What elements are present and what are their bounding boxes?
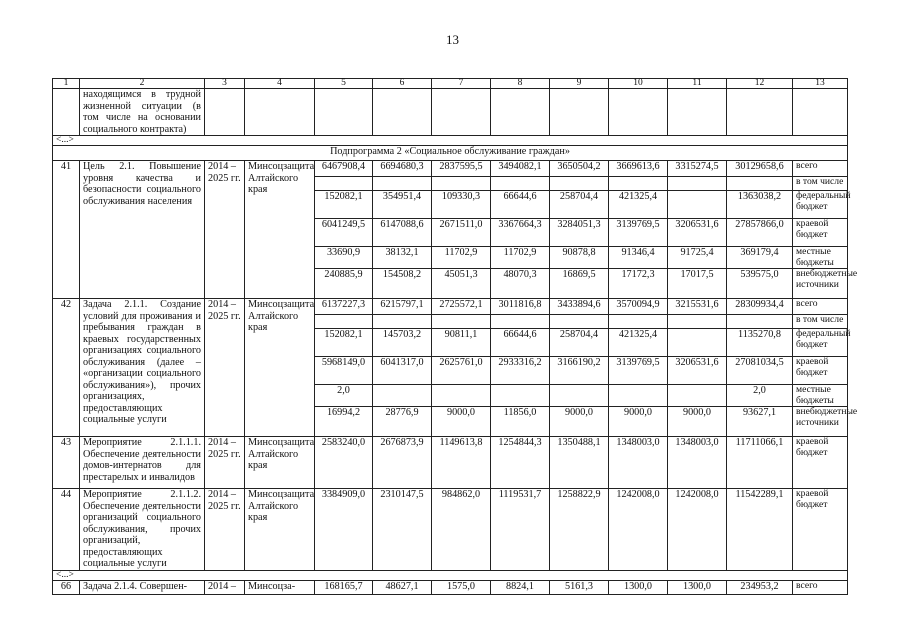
value-cell: 3433894,6 [550,299,609,315]
value-cell [432,385,491,407]
value-cell [668,329,727,357]
value-cell: 154508,2 [373,269,432,299]
value-cell [550,315,609,329]
table-row [53,489,848,571]
value-cell: 66644,6 [491,329,550,357]
funding-source: в том числе [793,315,848,329]
table-row [53,580,848,594]
value-cell: 145703,2 [373,329,432,357]
value-cell: 2933316,2 [491,357,550,385]
value-cell: 3206531,6 [668,219,727,247]
value-cell: 1300,0 [609,580,668,594]
column-header: 7 [432,79,491,89]
column-header: 12 [727,79,793,89]
value-cell: 1242008,0 [609,489,668,571]
row-number: 42 [53,299,80,437]
value-cell: 17172,3 [609,269,668,299]
empty-cell [491,89,550,136]
row-period: 2014 – 2025 гг. [205,489,245,571]
value-cell: 66644,6 [491,191,550,219]
gap-row [53,136,848,146]
value-cell: 91346,4 [609,247,668,269]
value-cell [609,385,668,407]
value-cell: 3139769,5 [609,357,668,385]
value-cell [315,177,373,191]
value-cell: 1300,0 [668,580,727,594]
value-cell: 8824,1 [491,580,550,594]
row-executor: Минсоцзащита Алтайского края [245,299,315,437]
value-cell: 539575,0 [727,269,793,299]
value-cell: 6147088,6 [373,219,432,247]
empty-cell [373,89,432,136]
table-row [53,161,848,177]
row-name: Цель 2.1. Повышение уровня качества и безопасности социального обслуживания населения [80,161,205,299]
value-cell [550,385,609,407]
value-cell: 2,0 [315,385,373,407]
table-row [53,437,848,489]
funding-source: в том числе [793,177,848,191]
continued-row [53,89,848,136]
value-cell: 9000,0 [550,407,609,437]
value-cell: 152082,1 [315,191,373,219]
funding-source: местные бюджеты [793,385,848,407]
value-cell: 6041317,0 [373,357,432,385]
row-name: Мероприятие 2.1.1.2. Обеспечение деятельности организаций социального обслуживания, прочих организаций, предоставляющих социальные услуги [80,489,205,571]
value-cell: 258704,4 [550,191,609,219]
value-cell: 421325,4 [609,329,668,357]
value-cell: 3570094,9 [609,299,668,315]
empty-cell [609,89,668,136]
value-cell: 27857866,0 [727,219,793,247]
row-number: 66 [53,580,80,594]
column-header: 10 [609,79,668,89]
empty-cell [315,89,373,136]
value-cell: 2676873,9 [373,437,432,489]
row-number: 44 [53,489,80,571]
value-cell: 1149613,8 [432,437,491,489]
value-cell: 240885,9 [315,269,373,299]
column-number-row [53,79,848,89]
value-cell: 1242008,0 [668,489,727,571]
empty-cell [205,89,245,136]
value-cell [373,385,432,407]
funding-source: краевой бюджет [793,489,848,571]
value-cell: 16869,5 [550,269,609,299]
row-name: Мероприятие 2.1.1.1. Обеспечение деятельности домов-интернатов для престарелых и инвалидов [80,437,205,489]
empty-cell [245,89,315,136]
row-executor: Минсоцзащита Алтайского края [245,489,315,571]
value-cell: 258704,4 [550,329,609,357]
empty-cell [432,89,491,136]
row-executor: Минсоцза- [245,580,315,594]
column-header: 4 [245,79,315,89]
value-cell: 2310147,5 [373,489,432,571]
funding-source: внебюджетные источники [793,269,848,299]
value-cell: 6137227,3 [315,299,373,315]
column-header: 2 [80,79,205,89]
value-cell: 1348003,0 [609,437,668,489]
value-cell [609,315,668,329]
value-cell: 6041249,5 [315,219,373,247]
row-executor: Минсоцзащита Алтайского края [245,161,315,299]
column-header: 6 [373,79,432,89]
funding-source: федеральный бюджет [793,191,848,219]
column-header: 9 [550,79,609,89]
value-cell: 1119531,7 [491,489,550,571]
value-cell: 1258822,9 [550,489,609,571]
subprogram-title: Подпрограмма 2 «Социальное обслуживание граждан» [53,146,848,161]
value-cell [727,315,793,329]
funding-source: федеральный бюджет [793,329,848,357]
column-header: 1 [53,79,80,89]
value-cell: 109330,3 [432,191,491,219]
gap-marker: <...> [53,570,848,580]
value-cell: 11856,0 [491,407,550,437]
value-cell [373,315,432,329]
value-cell: 369179,4 [727,247,793,269]
value-cell [491,385,550,407]
value-cell: 11542289,1 [727,489,793,571]
value-cell: 28776,9 [373,407,432,437]
value-cell: 1348003,0 [668,437,727,489]
value-cell: 6215797,1 [373,299,432,315]
value-cell: 9000,0 [609,407,668,437]
gap-row [53,570,848,580]
funding-source: внебюджетные источники [793,407,848,437]
value-cell: 16994,2 [315,407,373,437]
value-cell [609,177,668,191]
funding-source: краевой бюджет [793,437,848,489]
subprogram-row [53,146,848,161]
value-cell [668,315,727,329]
value-cell: 5968149,0 [315,357,373,385]
empty-cell [668,89,727,136]
value-cell: 3011816,8 [491,299,550,315]
value-cell: 30129658,6 [727,161,793,177]
empty-cell [793,89,848,136]
value-cell [668,177,727,191]
value-cell: 5161,3 [550,580,609,594]
funding-source: краевой бюджет [793,219,848,247]
column-header: 8 [491,79,550,89]
value-cell: 984862,0 [432,489,491,571]
value-cell: 3284051,3 [550,219,609,247]
value-cell: 354951,4 [373,191,432,219]
value-cell: 91725,4 [668,247,727,269]
column-header: 3 [205,79,245,89]
row-name: Задача 2.1.4. Совершен- [80,580,205,594]
value-cell: 48627,1 [373,580,432,594]
value-cell: 6694680,3 [373,161,432,177]
value-cell: 2837595,5 [432,161,491,177]
value-cell: 3315274,5 [668,161,727,177]
value-cell: 27081034,5 [727,357,793,385]
value-cell: 3215531,6 [668,299,727,315]
value-cell: 2625761,0 [432,357,491,385]
budget-table [52,78,858,595]
value-cell [727,177,793,191]
column-header: 11 [668,79,727,89]
value-cell [432,315,491,329]
value-cell: 234953,2 [727,580,793,594]
funding-source: всего [793,161,848,177]
row-number: 43 [53,437,80,489]
value-cell: 3367664,3 [491,219,550,247]
continued-text: находящимся в трудной жизненной ситуации (в том числе на основании социального контракта) [80,89,205,136]
value-cell: 93627,1 [727,407,793,437]
row-number: 41 [53,161,80,299]
funding-source: местные бюджеты [793,247,848,269]
value-cell: 2,0 [727,385,793,407]
table-body [53,78,858,595]
value-cell: 1350488,1 [550,437,609,489]
funding-source: всего [793,580,848,594]
value-cell: 1363038,2 [727,191,793,219]
value-cell: 11702,9 [432,247,491,269]
value-cell: 3669613,6 [609,161,668,177]
row-executor: Минсоцзащита Алтайского края [245,437,315,489]
row-period: 2014 – 2025 гг. [205,437,245,489]
value-cell: 3206531,6 [668,357,727,385]
value-cell: 3166190,2 [550,357,609,385]
value-cell [668,385,727,407]
value-cell: 2583240,0 [315,437,373,489]
row-period: 2014 – [205,580,245,594]
value-cell: 28309934,4 [727,299,793,315]
empty-cell [727,89,793,136]
empty-cell [550,89,609,136]
value-cell: 6467908,4 [315,161,373,177]
column-header: 13 [793,79,848,89]
value-cell: 38132,1 [373,247,432,269]
funding-source: краевой бюджет [793,357,848,385]
value-cell: 11711066,1 [727,437,793,489]
value-cell [668,191,727,219]
value-cell: 2725572,1 [432,299,491,315]
value-cell: 1135270,8 [727,329,793,357]
gap-marker: <...> [53,136,848,146]
value-cell: 1254844,3 [491,437,550,489]
value-cell: 17017,5 [668,269,727,299]
table-row [53,299,848,315]
value-cell: 3139769,5 [609,219,668,247]
row-period: 2014 – 2025 гг. [205,299,245,437]
value-cell: 1575,0 [432,580,491,594]
value-cell: 3494082,1 [491,161,550,177]
row-period: 2014 – 2025 гг. [205,161,245,299]
value-cell: 11702,9 [491,247,550,269]
value-cell [491,315,550,329]
value-cell: 168165,7 [315,580,373,594]
value-cell: 45051,3 [432,269,491,299]
funding-source: всего [793,299,848,315]
value-cell: 90811,1 [432,329,491,357]
value-cell: 9000,0 [668,407,727,437]
value-cell [491,177,550,191]
value-cell: 421325,4 [609,191,668,219]
value-cell: 48070,3 [491,269,550,299]
column-header: 5 [315,79,373,89]
page-number: 13 [446,32,459,47]
value-cell: 90878,8 [550,247,609,269]
value-cell [432,177,491,191]
value-cell: 3650504,2 [550,161,609,177]
value-cell [373,177,432,191]
empty-cell [53,89,80,136]
value-cell: 33690,9 [315,247,373,269]
value-cell: 9000,0 [432,407,491,437]
row-name: Задача 2.1.1. Создание условий для проживания и пребывания граждан в краевых государственных организациях социального обслуживания (далее – «организации социального обслуживания»), прочих организациях, предоставляющих социальные услуги [80,299,205,437]
value-cell [550,177,609,191]
value-cell: 3384909,0 [315,489,373,571]
value-cell: 152082,1 [315,329,373,357]
value-cell: 2671511,0 [432,219,491,247]
value-cell [315,315,373,329]
